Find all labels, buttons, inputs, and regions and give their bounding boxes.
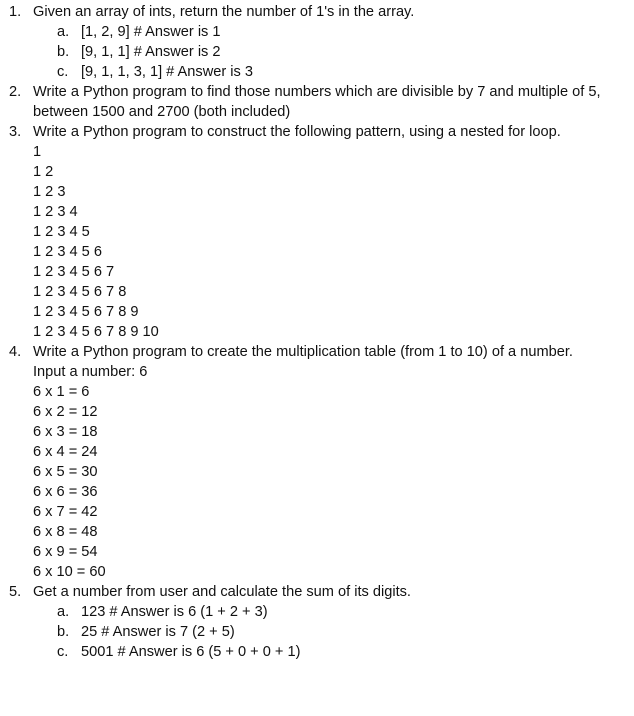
subitem-letter: b. [57,44,70,60]
pattern-row: 1 2 3 4 5 6 7 [33,264,115,280]
question-text-line-2: between 1500 and 2700 (both included) [33,104,291,120]
input-line: Input a number: 6 [33,364,148,380]
subitem-text: 25 # Answer is 7 (2 + 5) [81,624,235,640]
question-number: 3. [9,124,22,140]
question-text-line-1: Write a Python program to find those numbers which are divisible by 7 and multiple of 5, [33,84,601,100]
question-text: Given an array of ints, return the number of 1's in the array. [33,4,415,20]
question-text: Get a number from user and calculate the sum of its digits. [33,584,411,600]
question-number: 5. [9,584,22,600]
table-row: 6 x 1 = 6 [33,384,90,400]
subitem-letter: c. [57,64,69,80]
pattern-row: 1 [33,144,42,160]
table-row: 6 x 7 = 42 [33,504,98,520]
pattern-row: 1 2 3 [33,184,66,200]
pattern-row: 1 2 3 4 5 6 7 8 9 [33,304,139,320]
subitem-letter: a. [57,24,70,40]
table-row: 6 x 5 = 30 [33,464,98,480]
subitem-text: [1, 2, 9] # Answer is 1 [81,24,221,40]
pattern-row: 1 2 3 4 5 6 [33,244,102,260]
subitem-letter: a. [57,604,70,620]
question-number: 4. [9,344,22,360]
subitem-letter: c. [57,644,69,660]
table-row: 6 x 9 = 54 [33,544,98,560]
table-row: 6 x 8 = 48 [33,524,98,540]
question-number: 2. [9,84,22,100]
subitem-letter: b. [57,624,70,640]
pattern-row: 1 2 3 4 5 [33,224,90,240]
subitem-text: [9, 1, 1] # Answer is 2 [81,44,221,60]
table-row: 6 x 4 = 24 [33,444,98,460]
subitem-text: 123 # Answer is 6 (1 + 2 + 3) [81,604,268,620]
question-text: Write a Python program to construct the following pattern, using a nested for loop. [33,124,561,140]
pattern-row: 1 2 [33,164,54,180]
table-row: 6 x 2 = 12 [33,404,98,420]
subitem-text: [9, 1, 1, 3, 1] # Answer is 3 [81,64,253,80]
table-row: 6 x 6 = 36 [33,484,98,500]
question-number: 1. [9,4,22,20]
pattern-row: 1 2 3 4 5 6 7 8 9 10 [33,324,159,340]
pattern-row: 1 2 3 4 [33,204,78,220]
question-text: Write a Python program to create the multiplication table (from 1 to 10) of a number. [33,344,573,360]
table-row: 6 x 3 = 18 [33,424,98,440]
table-row: 6 x 10 = 60 [33,564,106,580]
pattern-row: 1 2 3 4 5 6 7 8 [33,284,127,300]
subitem-text: 5001 # Answer is 6 (5 + 0 + 0 + 1) [81,644,301,660]
